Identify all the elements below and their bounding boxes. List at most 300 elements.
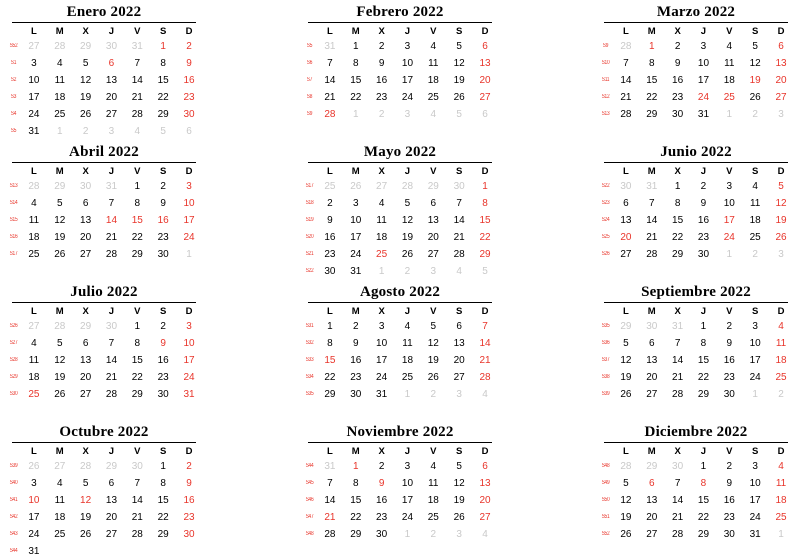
day-cell[interactable]: 29: [54, 181, 66, 192]
day-cell[interactable]: 6: [82, 338, 89, 349]
day-cell[interactable]: 3: [778, 249, 784, 260]
day-cell[interactable]: 2: [778, 389, 784, 400]
day-cell[interactable]: 20: [646, 372, 658, 383]
day-cell[interactable]: 9: [352, 338, 359, 349]
day-cell[interactable]: 12: [80, 495, 92, 506]
day-cell[interactable]: 9: [674, 58, 681, 69]
day-cell[interactable]: 12: [401, 215, 414, 226]
day-cell[interactable]: 3: [700, 41, 707, 52]
day-cell[interactable]: 10: [401, 58, 414, 69]
day-cell[interactable]: 21: [105, 232, 118, 243]
day-cell[interactable]: 28: [80, 461, 92, 472]
day-cell[interactable]: 6: [108, 58, 115, 69]
day-cell[interactable]: 29: [620, 321, 632, 332]
day-cell[interactable]: [395, 123, 421, 140]
day-cell[interactable]: 23: [723, 512, 735, 523]
day-cell[interactable]: 20: [646, 512, 658, 523]
day-cell[interactable]: 2: [674, 41, 681, 52]
day-cell[interactable]: 9: [186, 478, 192, 489]
day-cell[interactable]: 11: [428, 58, 439, 69]
day-cell[interactable]: 26: [453, 92, 465, 103]
day-cell[interactable]: [420, 123, 446, 140]
day-cell[interactable]: 26: [775, 232, 787, 243]
day-cell[interactable]: 21: [131, 512, 143, 523]
day-cell[interactable]: [716, 543, 742, 560]
day-cell[interactable]: 24: [28, 529, 40, 540]
day-cell[interactable]: 13: [775, 58, 787, 69]
day-cell[interactable]: [446, 403, 472, 420]
day-cell[interactable]: 24: [401, 512, 414, 523]
day-cell[interactable]: 1: [378, 266, 385, 277]
day-cell[interactable]: 26: [28, 461, 40, 472]
day-cell[interactable]: [613, 543, 639, 560]
day-cell[interactable]: 4: [56, 478, 63, 489]
day-cell[interactable]: 21: [620, 92, 632, 103]
day-cell[interactable]: 25: [775, 372, 787, 383]
day-cell[interactable]: 26: [620, 529, 632, 540]
day-cell[interactable]: 11: [749, 198, 761, 209]
day-cell[interactable]: 31: [131, 41, 143, 52]
day-cell[interactable]: 17: [183, 355, 195, 366]
day-cell[interactable]: 20: [427, 232, 439, 243]
day-cell[interactable]: 5: [623, 478, 629, 489]
day-cell[interactable]: 16: [376, 495, 388, 506]
day-cell[interactable]: [742, 543, 768, 560]
day-cell[interactable]: 1: [352, 41, 359, 52]
day-cell[interactable]: [73, 543, 99, 560]
day-cell[interactable]: 6: [623, 198, 629, 209]
day-cell[interactable]: [472, 543, 498, 560]
day-cell[interactable]: 22: [697, 372, 710, 383]
day-cell[interactable]: 16: [723, 495, 735, 506]
day-cell[interactable]: [639, 123, 665, 140]
day-cell[interactable]: 4: [778, 461, 784, 472]
day-cell[interactable]: 30: [697, 249, 710, 260]
day-cell[interactable]: 12: [620, 355, 632, 366]
day-cell[interactable]: 26: [54, 389, 66, 400]
day-cell[interactable]: 10: [183, 338, 195, 349]
day-cell[interactable]: 9: [700, 198, 707, 209]
day-cell[interactable]: [613, 263, 639, 280]
day-cell[interactable]: [768, 543, 794, 560]
day-cell[interactable]: [395, 403, 421, 420]
day-cell[interactable]: 31: [28, 126, 40, 137]
day-cell[interactable]: 10: [28, 495, 40, 506]
day-cell[interactable]: 17: [749, 355, 761, 366]
day-cell[interactable]: 27: [646, 529, 658, 540]
day-cell[interactable]: 10: [697, 58, 710, 69]
day-cell[interactable]: 27: [620, 249, 632, 260]
day-cell[interactable]: 3: [378, 321, 385, 332]
day-cell[interactable]: 8: [700, 478, 707, 489]
day-cell[interactable]: [343, 403, 369, 420]
day-cell[interactable]: 30: [105, 321, 118, 332]
day-cell[interactable]: 24: [350, 249, 362, 260]
day-cell[interactable]: [150, 263, 176, 280]
day-cell[interactable]: 7: [482, 321, 488, 332]
day-cell[interactable]: 31: [376, 389, 388, 400]
day-cell[interactable]: 6: [82, 198, 89, 209]
day-cell[interactable]: 2: [378, 41, 385, 52]
day-cell[interactable]: 13: [427, 215, 439, 226]
day-cell[interactable]: 23: [697, 232, 710, 243]
day-cell[interactable]: 3: [186, 181, 192, 192]
day-cell[interactable]: 12: [80, 75, 92, 86]
day-cell[interactable]: 4: [430, 461, 437, 472]
day-cell[interactable]: 31: [672, 321, 684, 332]
day-cell[interactable]: 4: [430, 109, 437, 120]
day-cell[interactable]: 24: [401, 92, 414, 103]
day-cell[interactable]: 23: [376, 512, 388, 523]
day-cell[interactable]: [47, 543, 73, 560]
day-cell[interactable]: 13: [453, 338, 465, 349]
day-cell[interactable]: 30: [376, 529, 388, 540]
day-cell[interactable]: 30: [183, 109, 195, 120]
day-cell[interactable]: 3: [31, 478, 37, 489]
day-cell[interactable]: 29: [350, 529, 362, 540]
day-cell[interactable]: 11: [724, 58, 735, 69]
day-cell[interactable]: 17: [401, 495, 414, 506]
day-cell[interactable]: 8: [674, 198, 681, 209]
day-cell[interactable]: 31: [28, 546, 40, 557]
day-cell[interactable]: 13: [105, 75, 118, 86]
day-cell[interactable]: 2: [726, 461, 733, 472]
day-cell[interactable]: 17: [749, 495, 761, 506]
day-cell[interactable]: 8: [160, 478, 166, 489]
day-cell[interactable]: 29: [646, 109, 658, 120]
day-cell[interactable]: 3: [404, 109, 411, 120]
day-cell[interactable]: 29: [672, 249, 684, 260]
day-cell[interactable]: 15: [646, 75, 658, 86]
day-cell[interactable]: 4: [378, 198, 385, 209]
day-cell[interactable]: 4: [726, 41, 733, 52]
day-cell[interactable]: 28: [54, 41, 66, 52]
day-cell[interactable]: 28: [105, 249, 118, 260]
day-cell[interactable]: 31: [324, 461, 336, 472]
day-cell[interactable]: 23: [157, 372, 169, 383]
day-cell[interactable]: 9: [327, 215, 333, 226]
day-cell[interactable]: 21: [453, 232, 465, 243]
day-cell[interactable]: 20: [453, 355, 465, 366]
day-cell[interactable]: 1: [160, 461, 166, 472]
day-cell[interactable]: 21: [105, 372, 118, 383]
day-cell[interactable]: [691, 263, 717, 280]
day-cell[interactable]: 31: [105, 181, 118, 192]
day-cell[interactable]: 1: [700, 321, 707, 332]
day-cell[interactable]: 10: [350, 215, 362, 226]
day-cell[interactable]: 2: [160, 181, 166, 192]
day-cell[interactable]: 14: [105, 215, 118, 226]
day-cell[interactable]: 17: [183, 215, 195, 226]
day-cell[interactable]: 18: [723, 75, 735, 86]
day-cell[interactable]: 17: [350, 232, 362, 243]
day-cell[interactable]: 18: [775, 495, 787, 506]
day-cell[interactable]: 6: [648, 338, 655, 349]
day-cell[interactable]: 2: [82, 126, 89, 137]
day-cell[interactable]: 13: [80, 215, 92, 226]
day-cell[interactable]: 3: [456, 389, 462, 400]
day-cell[interactable]: 15: [131, 355, 143, 366]
day-cell[interactable]: 26: [80, 529, 92, 540]
day-cell[interactable]: 5: [752, 41, 758, 52]
day-cell[interactable]: [99, 263, 125, 280]
day-cell[interactable]: 2: [378, 461, 385, 472]
day-cell[interactable]: 30: [80, 181, 92, 192]
day-cell[interactable]: 27: [28, 321, 40, 332]
day-cell[interactable]: [716, 403, 742, 420]
day-cell[interactable]: 20: [479, 75, 491, 86]
day-cell[interactable]: 30: [723, 529, 735, 540]
day-cell[interactable]: 11: [428, 478, 439, 489]
day-cell[interactable]: 2: [752, 249, 758, 260]
day-cell[interactable]: 4: [482, 389, 488, 400]
day-cell[interactable]: 22: [131, 232, 143, 243]
day-cell[interactable]: 1: [160, 41, 166, 52]
day-cell[interactable]: 9: [160, 338, 166, 349]
day-cell[interactable]: 28: [646, 249, 658, 260]
day-cell[interactable]: 7: [648, 198, 655, 209]
day-cell[interactable]: 26: [620, 389, 632, 400]
day-cell[interactable]: 24: [183, 372, 195, 383]
day-cell[interactable]: 4: [56, 58, 63, 69]
day-cell[interactable]: 25: [54, 529, 66, 540]
day-cell[interactable]: 4: [456, 266, 462, 277]
day-cell[interactable]: 4: [134, 126, 141, 137]
day-cell[interactable]: 30: [453, 181, 465, 192]
day-cell[interactable]: 5: [82, 58, 89, 69]
day-cell[interactable]: 1: [648, 41, 655, 52]
day-cell[interactable]: 8: [352, 478, 359, 489]
day-cell[interactable]: 19: [775, 215, 787, 226]
day-cell[interactable]: 15: [324, 355, 336, 366]
day-cell[interactable]: 27: [54, 461, 66, 472]
day-cell[interactable]: 17: [723, 215, 735, 226]
day-cell[interactable]: 29: [646, 461, 658, 472]
day-cell[interactable]: 26: [350, 181, 362, 192]
day-cell[interactable]: 1: [327, 321, 333, 332]
day-cell[interactable]: 27: [453, 372, 465, 383]
day-cell[interactable]: 3: [352, 198, 359, 209]
day-cell[interactable]: 2: [430, 389, 437, 400]
day-cell[interactable]: 29: [697, 529, 710, 540]
day-cell[interactable]: 25: [427, 512, 439, 523]
day-cell[interactable]: 26: [401, 249, 414, 260]
day-cell[interactable]: [716, 263, 742, 280]
day-cell[interactable]: 7: [623, 58, 629, 69]
day-cell[interactable]: 24: [749, 512, 761, 523]
day-cell[interactable]: 15: [672, 215, 684, 226]
day-cell[interactable]: 18: [749, 215, 761, 226]
day-cell[interactable]: 31: [646, 181, 658, 192]
day-cell[interactable]: 22: [157, 92, 169, 103]
day-cell[interactable]: 8: [160, 58, 166, 69]
day-cell[interactable]: 8: [134, 338, 141, 349]
day-cell[interactable]: 8: [352, 58, 359, 69]
day-cell[interactable]: 27: [80, 389, 92, 400]
day-cell[interactable]: 5: [404, 198, 411, 209]
day-cell[interactable]: 15: [350, 75, 362, 86]
day-cell[interactable]: 14: [453, 215, 465, 226]
day-cell[interactable]: 3: [108, 126, 115, 137]
day-cell[interactable]: 6: [482, 109, 488, 120]
day-cell[interactable]: 27: [479, 512, 491, 523]
day-cell[interactable]: 30: [350, 389, 362, 400]
day-cell[interactable]: 10: [183, 198, 195, 209]
day-cell[interactable]: 14: [131, 75, 143, 86]
day-cell[interactable]: 19: [80, 512, 92, 523]
day-cell[interactable]: 29: [105, 461, 118, 472]
day-cell[interactable]: 28: [54, 321, 66, 332]
day-cell[interactable]: 19: [453, 75, 465, 86]
day-cell[interactable]: 5: [456, 109, 462, 120]
day-cell[interactable]: 3: [404, 461, 411, 472]
day-cell[interactable]: 14: [646, 215, 658, 226]
day-cell[interactable]: 31: [183, 389, 195, 400]
day-cell[interactable]: 22: [479, 232, 491, 243]
day-cell[interactable]: 1: [752, 389, 758, 400]
day-cell[interactable]: 20: [80, 372, 92, 383]
day-cell[interactable]: 2: [752, 109, 758, 120]
day-cell[interactable]: 4: [778, 321, 784, 332]
day-cell[interactable]: 7: [327, 58, 333, 69]
day-cell[interactable]: 1: [482, 181, 488, 192]
day-cell[interactable]: 14: [324, 75, 336, 86]
day-cell[interactable]: 23: [672, 92, 684, 103]
day-cell[interactable]: 21: [324, 92, 336, 103]
day-cell[interactable]: 30: [105, 41, 118, 52]
day-cell[interactable]: 17: [28, 92, 40, 103]
day-cell[interactable]: 7: [327, 478, 333, 489]
day-cell[interactable]: [665, 543, 691, 560]
day-cell[interactable]: 13: [479, 58, 491, 69]
day-cell[interactable]: [150, 543, 176, 560]
day-cell[interactable]: 12: [620, 495, 632, 506]
day-cell[interactable]: 29: [427, 181, 439, 192]
day-cell[interactable]: 2: [430, 529, 437, 540]
day-cell[interactable]: 7: [674, 338, 681, 349]
day-cell[interactable]: 9: [378, 478, 385, 489]
day-cell[interactable]: 26: [54, 249, 66, 260]
day-cell[interactable]: 21: [672, 512, 684, 523]
day-cell[interactable]: [176, 543, 202, 560]
day-cell[interactable]: [343, 543, 369, 560]
day-cell[interactable]: 1: [134, 181, 141, 192]
day-cell[interactable]: 24: [723, 232, 735, 243]
day-cell[interactable]: 27: [105, 529, 118, 540]
day-cell[interactable]: 28: [105, 389, 118, 400]
day-cell[interactable]: 24: [749, 372, 761, 383]
day-cell[interactable]: 11: [775, 338, 787, 349]
day-cell[interactable]: 19: [54, 372, 66, 383]
day-cell[interactable]: 1: [56, 126, 63, 137]
day-cell[interactable]: 13: [105, 495, 118, 506]
day-cell[interactable]: 23: [183, 512, 195, 523]
day-cell[interactable]: 18: [427, 495, 439, 506]
day-cell[interactable]: 9: [726, 478, 733, 489]
day-cell[interactable]: 13: [620, 215, 632, 226]
day-cell[interactable]: 16: [350, 355, 362, 366]
day-cell[interactable]: 8: [327, 338, 333, 349]
day-cell[interactable]: 19: [620, 512, 632, 523]
day-cell[interactable]: 16: [324, 232, 336, 243]
day-cell[interactable]: 22: [350, 512, 362, 523]
day-cell[interactable]: 9: [378, 58, 385, 69]
day-cell[interactable]: 9: [160, 198, 166, 209]
day-cell[interactable]: 4: [404, 321, 411, 332]
day-cell[interactable]: 24: [28, 109, 40, 120]
day-cell[interactable]: [691, 543, 717, 560]
day-cell[interactable]: 14: [324, 495, 336, 506]
day-cell[interactable]: 13: [646, 495, 658, 506]
day-cell[interactable]: [369, 403, 395, 420]
day-cell[interactable]: 30: [183, 529, 195, 540]
day-cell[interactable]: 26: [427, 372, 439, 383]
day-cell[interactable]: [691, 123, 717, 140]
day-cell[interactable]: [716, 123, 742, 140]
day-cell[interactable]: 2: [352, 321, 359, 332]
day-cell[interactable]: 27: [105, 109, 118, 120]
day-cell[interactable]: 24: [376, 372, 388, 383]
day-cell[interactable]: 20: [775, 75, 787, 86]
day-cell[interactable]: 30: [324, 266, 336, 277]
day-cell[interactable]: 6: [778, 41, 784, 52]
day-cell[interactable]: 20: [105, 92, 118, 103]
day-cell[interactable]: [768, 403, 794, 420]
day-cell[interactable]: 21: [479, 355, 491, 366]
day-cell[interactable]: 28: [479, 372, 491, 383]
day-cell[interactable]: 1: [674, 181, 681, 192]
day-cell[interactable]: 22: [131, 372, 143, 383]
day-cell[interactable]: 12: [453, 58, 465, 69]
day-cell[interactable]: 1: [134, 321, 141, 332]
day-cell[interactable]: 18: [54, 512, 66, 523]
day-cell[interactable]: 29: [157, 529, 169, 540]
day-cell[interactable]: 22: [646, 92, 658, 103]
day-cell[interactable]: 1: [778, 529, 784, 540]
day-cell[interactable]: 7: [674, 478, 681, 489]
day-cell[interactable]: 29: [80, 321, 92, 332]
day-cell[interactable]: [317, 543, 343, 560]
day-cell[interactable]: [124, 403, 150, 420]
day-cell[interactable]: 28: [131, 529, 143, 540]
day-cell[interactable]: [665, 263, 691, 280]
day-cell[interactable]: 21: [324, 512, 336, 523]
day-cell[interactable]: 17: [401, 75, 414, 86]
day-cell[interactable]: 14: [479, 338, 491, 349]
day-cell[interactable]: 28: [620, 461, 632, 472]
day-cell[interactable]: 11: [28, 215, 40, 226]
day-cell[interactable]: 19: [401, 232, 414, 243]
day-cell[interactable]: 19: [749, 75, 761, 86]
day-cell[interactable]: 29: [157, 109, 169, 120]
day-cell[interactable]: 12: [749, 58, 761, 69]
day-cell[interactable]: 5: [623, 338, 629, 349]
day-cell[interactable]: 13: [479, 478, 491, 489]
day-cell[interactable]: 25: [54, 109, 66, 120]
day-cell[interactable]: 16: [723, 355, 735, 366]
day-cell[interactable]: 28: [131, 109, 143, 120]
day-cell[interactable]: 26: [453, 512, 465, 523]
day-cell[interactable]: 29: [80, 41, 92, 52]
day-cell[interactable]: [150, 403, 176, 420]
day-cell[interactable]: [395, 543, 421, 560]
day-cell[interactable]: 4: [430, 41, 437, 52]
day-cell[interactable]: 2: [327, 198, 333, 209]
day-cell[interactable]: 18: [54, 92, 66, 103]
day-cell[interactable]: [176, 263, 202, 280]
day-cell[interactable]: 18: [28, 372, 40, 383]
day-cell[interactable]: 14: [131, 495, 143, 506]
